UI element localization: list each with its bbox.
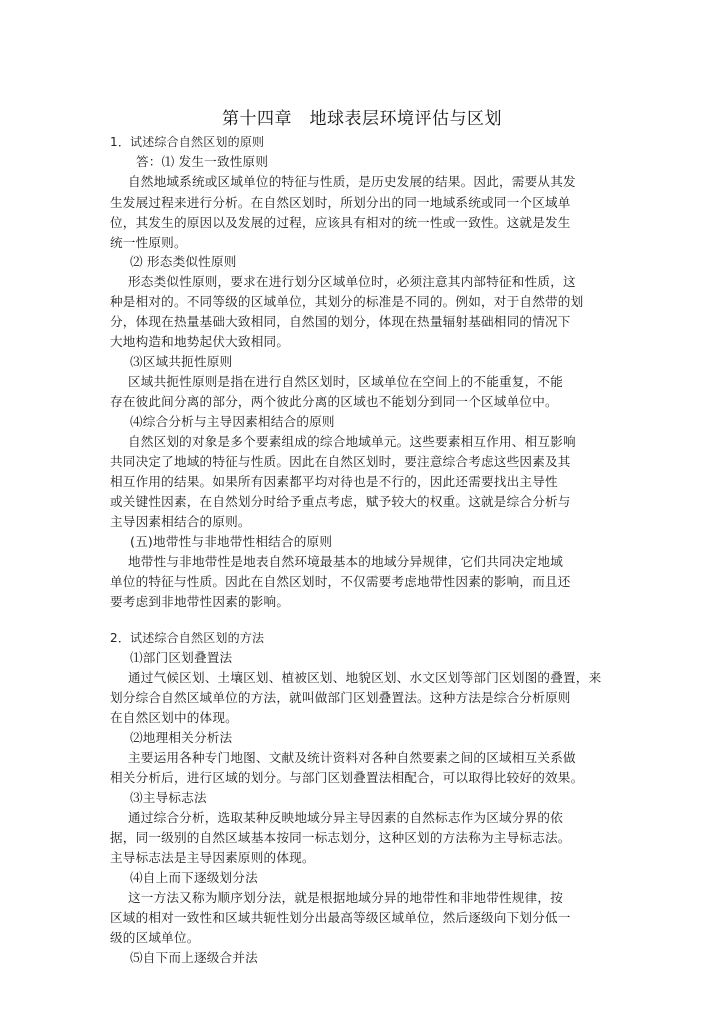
paragraph-line: 或关键性因素，在自然划分时给予重点考虑，赋予较大的权重。这就是综合分析与 — [110, 494, 571, 509]
section-heading: ⑸自下而上逐级合并法 — [130, 950, 258, 965]
paragraph-line: 生发展过程来进行分析。在自然区划时，所划分出的同一地域系统或同一个区域单 — [110, 195, 571, 210]
paragraph-line: 据，同一级别的自然区域基本按同一标志划分，这种区划的方法称为主导标志法。 — [110, 830, 571, 845]
paragraph-line: 相关分析后，进行区域的划分。与部门区划叠置法相配合，可以取得比较好的效果。 — [110, 770, 584, 785]
paragraph-line: 区域的相对一致性和区域共轭性划分出最高等级区域单位，然后逐级向下划分低一 — [110, 910, 571, 925]
paragraph-line: 要考虑到非地带性因素的影响。 — [110, 594, 290, 609]
section-heading: ⑵地理相关分析法 — [130, 730, 233, 745]
paragraph-line: 共同决定了地域的特征与性质。因此在自然区划时，要注意综合考虑这些因素及其 — [110, 454, 571, 469]
paragraph-line: 种是相对的。不同等级的区域单位，其划分的标准是不同的。例如，对于自然带的划 — [110, 294, 584, 309]
paragraph-line: 地带性与非地带性是地表自然环境最基本的地域分异规律，它们共同决定地域 — [128, 554, 563, 569]
section-heading: ⑵ 形态类似性原则 — [130, 254, 237, 269]
paragraph-line: 通过气候区划、土壤区划、植被区划、地貌区划、水文区划等部门区划图的叠置，来 — [128, 670, 602, 685]
answer-heading-1: 答：⑴ 发生一致性原则 — [136, 154, 269, 169]
paragraph-line: 相互作用的结果。如果所有因素都平均对待也是不行的，因此还需要找出主导性 — [110, 474, 558, 489]
section-heading: ⑶区域共扼性原则 — [130, 354, 233, 369]
paragraph-line: 主要运用各种专门地图、文献及统计资料对各种自然要素之间的区域相互关系做 — [128, 750, 576, 765]
paragraph-line: 单位的特征与性质。因此在自然区划时，不仅需要考虑地带性因素的影响，而且还 — [110, 574, 571, 589]
paragraph-line: 通过综合分析，选取某种反映地域分异主导因素的自然标志作为区域分界的依 — [128, 810, 563, 825]
paragraph-line: 自然区划的对象是多个要素组成的综合地域单元。这些要素相互作用、相互影响 — [128, 434, 576, 449]
question-1: 1．试述综合自然区划的原则 — [110, 135, 265, 149]
chapter-title: 第十四章 地球表层环境评估与区划 — [222, 109, 502, 129]
paragraph-line: 大地构造和地势起伏大致相同。 — [110, 334, 290, 349]
paragraph-line: 在自然区划中的体现。 — [110, 710, 238, 725]
section-heading: ⑷综合分析与主导因素相结合的原则 — [130, 414, 335, 429]
paragraph-line: 主导因素相结合的原则。 — [110, 514, 251, 529]
paragraph-line: 位，其发生的原因以及发展的过程，应该具有相对的统一性或一致性。这就是发生 — [110, 215, 571, 230]
paragraph-line: 统一性原则。 — [110, 235, 187, 250]
paragraph-line: 主导标志法是主导因素原则的体现。 — [110, 850, 315, 865]
paragraph-line: 这一方法又称为顺序划分法，就是根据地域分异的地带性和非地带性规律，按 — [128, 890, 563, 905]
paragraph-line: 级的区域单位。 — [110, 930, 200, 945]
section-heading: (五)地带性与非地带性相结合的原则 — [130, 534, 333, 549]
section-heading: ⑷自上而下逐级划分法 — [130, 870, 258, 885]
paragraph-line: 分，体现在热量基础大致相同，自然国的划分，体现在热量辐射基础相同的情况下 — [110, 314, 571, 329]
section-heading: ⑴部门区划叠置法 — [130, 650, 233, 665]
paragraph-line: 自然地域系统或区域单位的特征与性质，是历史发展的结果。因此，需要从其发 — [128, 174, 576, 189]
question-2: 2．试述综合自然区划的方法 — [110, 631, 265, 645]
paragraph-line: 区域共扼性原则是指在进行自然区划时，区域单位在空间上的不能重复，不能 — [128, 374, 563, 389]
paragraph-line: 划分综合自然区域单位的方法，就叫做部门区划叠置法。这种方法是综合分析原则 — [110, 690, 571, 705]
section-heading: ⑶主导标志法 — [130, 790, 207, 805]
paragraph-line: 存在彼此间分离的部分，两个彼此分离的区域也不能划分到同一个区域单位中。 — [110, 394, 558, 409]
paragraph-line: 形态类似性原则，要求在进行划分区域单位时，必须注意其内部特征和性质，这 — [128, 274, 576, 289]
